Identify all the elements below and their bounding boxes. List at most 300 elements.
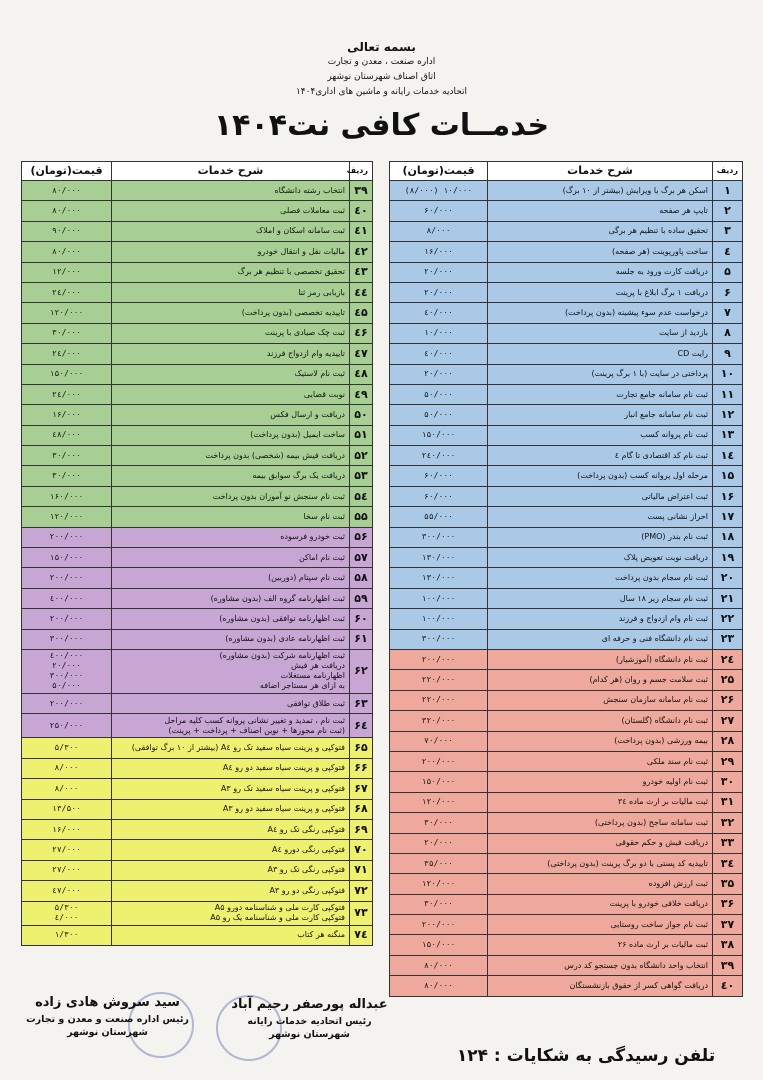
- service-description: بازیابی رمز ثنا: [112, 282, 350, 302]
- service-price: ۳۰/۰۰۰: [22, 466, 112, 486]
- service-description: ثبت چک صیادی با پرینت: [112, 323, 350, 343]
- service-description: پرداختی در سایت (با ۱ برگ پرینت): [488, 364, 713, 384]
- service-description: ثبت نام سامانه جامع تجارت: [488, 384, 713, 404]
- signer-name: سید سروش هادی زاده: [35, 995, 180, 1010]
- service-description: احراز نشانی پست: [488, 507, 713, 527]
- table-row: [22, 629, 373, 649]
- row-number: ۷۰: [350, 840, 373, 860]
- service-price: ۸/۰۰۰: [22, 779, 112, 799]
- row-number: ٤۰: [713, 976, 743, 996]
- row-number: ۲۱: [713, 588, 743, 608]
- table-row: [22, 466, 373, 486]
- row-number: ٤: [713, 242, 743, 262]
- service-price: ۱۶/۰۰۰: [390, 242, 488, 262]
- table-row: [22, 819, 373, 839]
- service-description: فتوکپی و پرینت سیاه سفید تک رو A٤ (بیشتر از ۱۰ برگ توافقی): [112, 738, 350, 758]
- service-price: ۱/۳۰۰: [22, 925, 112, 945]
- service-description: ثبت مالیات بر ارث ماده ۲۶: [488, 935, 713, 955]
- row-number: ۲۰: [713, 568, 743, 588]
- table-row: [390, 731, 743, 751]
- table-row: [390, 772, 743, 792]
- service-description: فتوکپی رنگی تک رو A۳: [112, 860, 350, 880]
- service-price: ۸۰/۰۰۰: [22, 201, 112, 221]
- service-description: تاییدیه وام ازدواج فرزند: [112, 344, 350, 364]
- header-bismillah: بسمه تعالی: [347, 40, 416, 54]
- table-row: [390, 813, 743, 833]
- service-description: بازدید از سایت: [488, 323, 713, 343]
- service-description: انتخاب رشته دانشگاه: [112, 181, 350, 201]
- table-row: [390, 201, 743, 221]
- table-row: [22, 262, 373, 282]
- row-number: ٤٤: [350, 282, 373, 302]
- service-price: ۲۰۰/۰۰۰: [390, 915, 488, 935]
- service-price: ۳۰۰/۰۰۰: [390, 527, 488, 547]
- row-number: ٤۷: [350, 344, 373, 364]
- service-description: ثبت مالیات بر ارث ماده ۳٤: [488, 792, 713, 812]
- service-description: ساخت پاورپوینت (هر صفحه): [488, 242, 713, 262]
- service-description: رایت CD: [488, 344, 713, 364]
- row-number: ۲٤: [713, 649, 743, 669]
- table-row: [22, 901, 373, 925]
- row-number: ۵۵: [350, 507, 373, 527]
- service-price: ۲۰/۰۰۰: [390, 282, 488, 302]
- row-number: ۳۶: [713, 894, 743, 914]
- service-price: ۵۰/۰۰۰: [390, 384, 488, 404]
- service-description: فتوکپی و پرینت سیاه سفید تک رو A۳: [112, 779, 350, 799]
- row-number: ۱٤: [713, 446, 743, 466]
- row-number: ۳۰: [713, 772, 743, 792]
- service-description: دریافت کارت ورود به جلسه: [488, 262, 713, 282]
- row-number: ۳۳: [713, 833, 743, 853]
- service-price: ۱۵۰/۰۰۰: [22, 364, 112, 384]
- row-number: ۲: [713, 201, 743, 221]
- service-price: ۲۰۰/۰۰۰: [390, 649, 488, 669]
- service-price: ۳۰/۰۰۰: [22, 446, 112, 466]
- table-row: [22, 609, 373, 629]
- row-number: ۳: [713, 221, 743, 241]
- service-description: درخواست عدم سوء پیشینه (بدون پرداخت): [488, 303, 713, 323]
- service-description: ثبت نام اولیه خودرو: [488, 772, 713, 792]
- row-number: ۵۰: [350, 405, 373, 425]
- table-row: [22, 548, 373, 568]
- row-number: ۷۱: [350, 860, 373, 880]
- service-price: ۲٤۰/۰۰۰: [390, 446, 488, 466]
- table-row: [390, 711, 743, 731]
- service-description: ثبت اظهارنامه توافقی (بدون مشاوره): [112, 609, 350, 629]
- service-price: ۲٤/۰۰۰: [22, 344, 112, 364]
- service-description: دریافت گواهی کسر از حقوق بازنشستگان: [488, 976, 713, 996]
- row-number: ۸: [713, 323, 743, 343]
- table-row: [22, 588, 373, 608]
- table-row: [390, 323, 743, 343]
- table-row: [22, 486, 373, 506]
- service-description: مرحله اول پروانه کسب (بدون پرداخت): [488, 466, 713, 486]
- table-row: [22, 384, 373, 404]
- column-header-num: ردیف: [713, 162, 743, 181]
- services-table-left: [21, 161, 373, 946]
- table-row: [22, 282, 373, 302]
- row-number: ۱۲: [713, 405, 743, 425]
- table-row: [390, 303, 743, 323]
- table-row: [22, 779, 373, 799]
- table-row: [390, 486, 743, 506]
- table-row: [390, 548, 743, 568]
- service-description: دریافت فیش بیمه (شخصی) بدون پرداخت: [112, 446, 350, 466]
- service-description: ثبت نام بندر (PMO): [488, 527, 713, 547]
- service-description: ثبت نام دانشگاه (آموزشیار): [488, 649, 713, 669]
- row-number: ۲۳: [713, 629, 743, 649]
- header-union: اتحادیه خدمات رایانه و ماشین های اداری۱۴۰۴: [295, 87, 468, 97]
- table-row: [22, 181, 373, 201]
- service-price: ۲۰۰/۰۰۰: [22, 609, 112, 629]
- service-price: ۳۰/۰۰۰: [390, 813, 488, 833]
- service-price: ۶۰/۰۰۰: [390, 201, 488, 221]
- row-number: ۵۹: [350, 588, 373, 608]
- service-price: ۱۵۰/۰۰۰: [390, 772, 488, 792]
- table-row: [390, 609, 743, 629]
- row-number: ۱۰: [713, 364, 743, 384]
- table-row: [390, 344, 743, 364]
- price-line: ٤۰۰/۰۰۰: [49, 651, 84, 661]
- service-description: ثبت نام سند ملکی: [488, 751, 713, 771]
- row-number: ۶۷: [350, 779, 373, 799]
- service-price: ۸۰/۰۰۰: [22, 242, 112, 262]
- service-price: ٤۰/۰۰۰: [390, 344, 488, 364]
- service-description: دریافت خلافی خودرو با پرینت: [488, 894, 713, 914]
- service-price: ۳۲۰/۰۰۰: [390, 711, 488, 731]
- service-description: بیمه ورزشی (بدون پرداخت): [488, 731, 713, 751]
- row-number: ۶۰: [350, 609, 373, 629]
- description-line: فتوکپی کارت ملی و شناسنامه یک رو A۵: [210, 913, 345, 922]
- table-row: [390, 853, 743, 873]
- row-number: ٤۰: [350, 201, 373, 221]
- service-description: ثبت نام اماکن: [112, 548, 350, 568]
- table-row: [390, 690, 743, 710]
- table-row: [390, 282, 743, 302]
- row-number: ٤۵: [350, 303, 373, 323]
- table-row: [390, 527, 743, 547]
- service-price: ۱۵۰/۰۰۰: [22, 548, 112, 568]
- service-description: دریافت و ارسال فکس: [112, 405, 350, 425]
- row-number: ۷۳: [350, 901, 373, 925]
- row-number: ۷۲: [350, 881, 373, 901]
- table-row: [22, 425, 373, 445]
- service-price: ۵/۳۰۰: [22, 738, 112, 758]
- price-line: ۳۰۰/۰۰۰: [49, 671, 84, 681]
- signer-role: رئیس اتحادیه خدمات رایانه: [247, 1016, 372, 1027]
- service-price: ۱۶/۰۰۰: [22, 819, 112, 839]
- row-number: ۶۳: [350, 693, 373, 713]
- services-table-right: [389, 161, 743, 997]
- row-number: ۲۸: [713, 731, 743, 751]
- table-row: [390, 425, 743, 445]
- price-line: ۲۰/۰۰۰: [52, 661, 81, 671]
- row-number: ۹: [713, 344, 743, 364]
- service-description: ثبت نام دانشگاه فنی و حرفه ای: [488, 629, 713, 649]
- service-description: ثبت نام سامانه سازمان سنجش: [488, 690, 713, 710]
- table-row: [390, 792, 743, 812]
- service-price: ۲۰/۰۰۰: [390, 833, 488, 853]
- table-row: [22, 693, 373, 713]
- table-row: [390, 915, 743, 935]
- row-number: ۱۶: [713, 486, 743, 506]
- complaint-phone: تلفن رسیدگی به شکایات : ۱۲۴: [456, 1046, 716, 1066]
- column-header-desc: شرح خدمات: [112, 162, 350, 181]
- row-number: ۲۷: [713, 711, 743, 731]
- service-description: ثبت نام دانشگاه (گلستان): [488, 711, 713, 731]
- table-row: [390, 670, 743, 690]
- service-price: ۲۰/۰۰۰: [390, 364, 488, 384]
- service-price: ۸۰/۰۰۰: [390, 955, 488, 975]
- table-row: [22, 446, 373, 466]
- row-number: ۲۵: [713, 670, 743, 690]
- row-number: ٤۸: [350, 364, 373, 384]
- service-description: ثبت طلاق توافقی: [112, 693, 350, 713]
- row-number: ۱۹: [713, 548, 743, 568]
- service-price: ۲۵۰/۰۰۰: [22, 714, 112, 738]
- row-number: ۵۱: [350, 425, 373, 445]
- service-price: ۱۵۰/۰۰۰: [390, 935, 488, 955]
- row-number: ۶: [713, 282, 743, 302]
- service-price: ۹۰/۰۰۰: [22, 221, 112, 241]
- table-row: [390, 364, 743, 384]
- service-description: ثبت نام کد اقتصادی تا گام ٤: [488, 446, 713, 466]
- price-line: ٤/۰۰۰: [54, 913, 79, 922]
- service-price: ۱۰۰/۰۰۰: [390, 609, 488, 629]
- table-row: [22, 344, 373, 364]
- service-price: ۱۳۰/۰۰۰: [390, 568, 488, 588]
- description-line: به ازای هر مستاجر اضافه: [259, 681, 345, 691]
- row-number: ۳۷: [713, 915, 743, 935]
- service-description: [112, 649, 350, 693]
- row-number: ۱: [713, 181, 743, 201]
- table-row: [390, 568, 743, 588]
- service-price: ۱۰۰/۰۰۰: [390, 588, 488, 608]
- table-row: [390, 221, 743, 241]
- table-row: [390, 405, 743, 425]
- column-header-price: قیمت(تومان): [22, 162, 112, 181]
- table-row: [390, 629, 743, 649]
- service-price: ۸/۰۰۰: [22, 758, 112, 778]
- column-header-desc: شرح خدمات: [488, 162, 713, 181]
- service-description: تاییدیه تخصصی (بدون پرداخت): [112, 303, 350, 323]
- row-number: ۵۲: [350, 446, 373, 466]
- row-number: ۳۹: [350, 181, 373, 201]
- column-header-num: ردیف: [350, 162, 373, 181]
- row-number: ۱۷: [713, 507, 743, 527]
- service-description: ثبت نام لاستیک: [112, 364, 350, 384]
- table-row: [22, 649, 373, 693]
- service-description: ثبت نام سجام زیر ۱۸ سال: [488, 588, 713, 608]
- table-row: [22, 201, 373, 221]
- table-row: [390, 874, 743, 894]
- service-price: ۱۳/۵۰۰: [22, 799, 112, 819]
- row-number: ۶۵: [350, 738, 373, 758]
- row-number: ٤۲: [350, 242, 373, 262]
- row-number: ۵٤: [350, 486, 373, 506]
- service-description: [112, 901, 350, 925]
- service-description: ثبت نام جواز ساخت روستایی: [488, 915, 713, 935]
- service-price: ۲۲۰/۰۰۰: [390, 670, 488, 690]
- service-description: دریافت فیش و حکم حقوقی: [488, 833, 713, 853]
- row-number: ۳۹: [713, 955, 743, 975]
- service-price: ۲۰۰/۰۰۰: [22, 693, 112, 713]
- row-number: ۷٤: [350, 925, 373, 945]
- service-price: ۸۰/۰۰۰: [390, 976, 488, 996]
- service-price: ۱۲۰/۰۰۰: [22, 303, 112, 323]
- signer-name: عبداله پورصفر رحیم آباد: [231, 997, 388, 1012]
- service-description: ثبت اظهارنامه عادی (بدون مشاوره): [112, 629, 350, 649]
- service-price: ۱۵۰/۰۰۰: [390, 425, 488, 445]
- table-row: [390, 751, 743, 771]
- row-number: ٤۶: [350, 323, 373, 343]
- signer-city: شهرستان نوشهر: [269, 1029, 350, 1040]
- service-price: (۸/۰۰۰) ۱۰/۰۰۰: [390, 181, 488, 201]
- service-price: ۲۰۰/۰۰۰: [22, 527, 112, 547]
- service-description: ثبت سامانه ساجح (بدون پرداختی): [488, 813, 713, 833]
- service-price: ۱۶۰/۰۰۰: [22, 486, 112, 506]
- service-description: ثبت نام پروانه کسب: [488, 425, 713, 445]
- service-price: ۳۰/۰۰۰: [22, 323, 112, 343]
- table-row: [22, 303, 373, 323]
- service-price: ۲٤/۰۰۰: [22, 282, 112, 302]
- service-description: ثبت نام سامانه جامع انبار: [488, 405, 713, 425]
- row-number: ۱۱: [713, 384, 743, 404]
- row-number: ۶۶: [350, 758, 373, 778]
- header-department: اداره صنعت ، معدن و تجارت: [327, 57, 436, 67]
- table-row: [390, 935, 743, 955]
- row-number: ۳۵: [713, 874, 743, 894]
- service-price: ۱۲۰/۰۰۰: [390, 792, 488, 812]
- table-row: [22, 242, 373, 262]
- service-price: ٤۸/۰۰۰: [22, 425, 112, 445]
- table-row: [390, 976, 743, 996]
- row-number: ۱۳: [713, 425, 743, 445]
- price-line: ۵/۳۰۰: [54, 903, 79, 912]
- service-price: ۳۵/۰۰۰: [390, 853, 488, 873]
- service-description: ثبت نام سجام بدون پرداخت: [488, 568, 713, 588]
- service-price: ۸/۰۰۰: [390, 221, 488, 241]
- table-row: [22, 364, 373, 384]
- signer-role: رئیس اداره صنعت و معدن و تجارت: [26, 1014, 189, 1025]
- description-line: دریافت هر فیش: [291, 661, 345, 671]
- service-description: ثبت سامانه اسکان و املاک: [112, 221, 350, 241]
- table-row: [22, 221, 373, 241]
- service-description: فتوکپی رنگی تک رو A٤: [112, 819, 350, 839]
- service-description: ساخت ایمیل (بدون پرداخت): [112, 425, 350, 445]
- service-description: انتخاب واحد دانشگاه بدون جستجو کد درس: [488, 955, 713, 975]
- service-description: دریافت ۱ برگ ابلاغ با پرینت: [488, 282, 713, 302]
- row-number: ۳۸: [713, 935, 743, 955]
- row-number: ۶۱: [350, 629, 373, 649]
- table-row: [390, 181, 743, 201]
- service-description: ثبت خودرو فرسوده: [112, 527, 350, 547]
- service-description: تحقیق ساده با تنظیم هر برگی: [488, 221, 713, 241]
- service-price: ۳۰۰/۰۰۰: [390, 629, 488, 649]
- row-number: ٤۹: [350, 384, 373, 404]
- table-header-row: [390, 162, 743, 181]
- row-number: ۵: [713, 262, 743, 282]
- service-description: مالیات نقل و انتقال خودرو: [112, 242, 350, 262]
- service-price: ۲۰۰/۰۰۰: [390, 751, 488, 771]
- service-price: ۲۲۰/۰۰۰: [390, 690, 488, 710]
- row-number: ۲۶: [713, 690, 743, 710]
- service-description: نوبت قضایی: [112, 384, 350, 404]
- service-description: ثبت نام سنجش نو آموزان بدون پرداخت: [112, 486, 350, 506]
- service-price: ۲۷/۰۰۰: [22, 860, 112, 880]
- service-description: دریافت یک برگ سوابق بیمه: [112, 466, 350, 486]
- service-price: ۷۰/۰۰۰: [390, 731, 488, 751]
- service-price: ۶۰/۰۰۰: [390, 466, 488, 486]
- table-row: [22, 758, 373, 778]
- service-description: فتوکپی و پرینت سیاه سفید دو رو A٤: [112, 758, 350, 778]
- row-number: ۶۹: [350, 819, 373, 839]
- table-row: [390, 649, 743, 669]
- service-price: ۵۰/۰۰۰: [390, 405, 488, 425]
- price-line: ۵۰/۰۰۰: [52, 681, 81, 691]
- row-number: ۲۹: [713, 751, 743, 771]
- table-row: [390, 955, 743, 975]
- row-number: ۵۶: [350, 527, 373, 547]
- service-description: دریافت نوبت تعویض پلاک: [488, 548, 713, 568]
- service-description: تاییدیه کد پستی با دو برگ پرینت (بدون پرداختی): [488, 853, 713, 873]
- service-price: ۱۲۰/۰۰۰: [22, 507, 112, 527]
- row-number: ۱۵: [713, 466, 743, 486]
- service-description: [112, 714, 350, 738]
- table-row: [390, 588, 743, 608]
- description-line: ثبت اظهارنامه شرکت (بدون مشاوره): [219, 651, 345, 661]
- row-number: ۳٤: [713, 853, 743, 873]
- row-number: ۵۸: [350, 568, 373, 588]
- table-row: [22, 527, 373, 547]
- service-price: ٤۰/۰۰۰: [390, 303, 488, 323]
- service-price: [22, 649, 112, 693]
- table-row: [390, 384, 743, 404]
- service-description: ثبت اعتراض مالیاتی: [488, 486, 713, 506]
- service-price: ۶۰/۰۰۰: [390, 486, 488, 506]
- table-row: [22, 405, 373, 425]
- description-line: اظهارنامه مستغلات: [280, 671, 345, 681]
- service-price: ۱۳۰/۰۰۰: [390, 548, 488, 568]
- row-number: ۵۳: [350, 466, 373, 486]
- table-row: [22, 738, 373, 758]
- table-row: [22, 568, 373, 588]
- table-row: [22, 799, 373, 819]
- table-row: [390, 507, 743, 527]
- service-price: ۱۲/۰۰۰: [22, 262, 112, 282]
- service-price: ۱۲۰/۰۰۰: [390, 874, 488, 894]
- service-description: تحقیق تخصصی با تنظیم هر برگ: [112, 262, 350, 282]
- signer-city: شهرستان نوشهر: [67, 1027, 148, 1038]
- description-line: ثبت نام ، تمدید و تغییر نشانی پروانه کسب کلیه مراحل: [164, 715, 345, 725]
- row-number: ۵۷: [350, 548, 373, 568]
- row-number: ٤۱: [350, 221, 373, 241]
- service-price: ۲۰۰/۰۰۰: [22, 568, 112, 588]
- service-price: [22, 901, 112, 925]
- service-price: ٤۷/۰۰۰: [22, 881, 112, 901]
- service-description: ثبت معاملات فصلی: [112, 201, 350, 221]
- service-description: ثبت نام وام ازدواج و فرزند: [488, 609, 713, 629]
- service-description: منگنه هر کتاب: [112, 925, 350, 945]
- row-number: ٤۳: [350, 262, 373, 282]
- table-row: [22, 507, 373, 527]
- service-description: تایپ هر صفحه: [488, 201, 713, 221]
- service-price: ۲۰/۰۰۰: [390, 262, 488, 282]
- service-description: ثبت اظهارنامه گروه الف (بدون مشاوره): [112, 588, 350, 608]
- service-description: ثبت نام سپتام (دوربین): [112, 568, 350, 588]
- table-row: [22, 881, 373, 901]
- table-header-row: [22, 162, 373, 181]
